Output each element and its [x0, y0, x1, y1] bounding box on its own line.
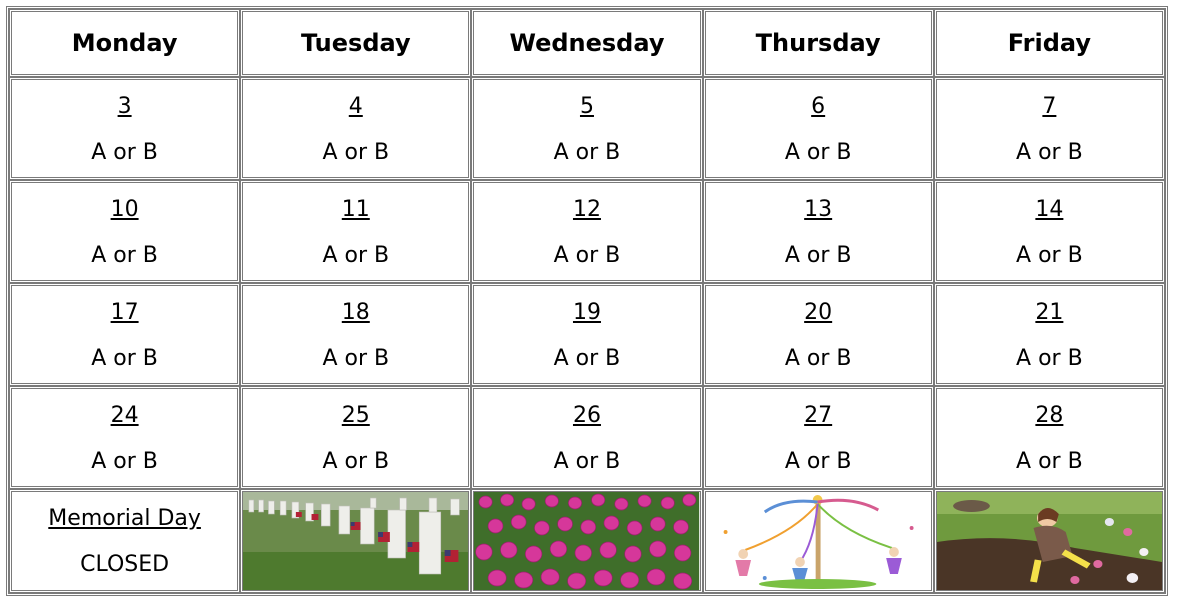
week-row [9, 386, 1165, 489]
day-schedule: A or B [553, 242, 621, 268]
cemetery-flags-image [240, 489, 471, 593]
day-link[interactable]: 13 [804, 196, 833, 222]
header-friday: Friday [934, 9, 1165, 77]
maypole-dancers-image [703, 489, 934, 593]
header-tuesday: Tuesday [240, 9, 471, 77]
day-schedule: A or B [322, 448, 390, 474]
day-link[interactable]: 6 [811, 93, 826, 119]
day-schedule: A or B [322, 139, 390, 165]
calendar-table [6, 6, 1168, 596]
day-cell [703, 77, 934, 180]
day-link[interactable]: 24 [110, 402, 139, 428]
day-cell [240, 77, 471, 180]
day-link[interactable]: 18 [341, 299, 370, 325]
day-link[interactable]: 11 [341, 196, 370, 222]
day-link[interactable]: 25 [341, 402, 370, 428]
week-row [9, 283, 1165, 386]
day-link[interactable]: 7 [1042, 93, 1057, 119]
header-thursday: Thursday [703, 9, 934, 77]
day-link[interactable]: 21 [1035, 299, 1064, 325]
day-cell [703, 283, 934, 386]
day-schedule: A or B [91, 139, 158, 165]
day-schedule: A or B [1016, 139, 1083, 165]
day-cell [471, 283, 702, 386]
tulips-image [471, 489, 702, 593]
day-cell [9, 180, 240, 283]
day-schedule: A or B [1016, 242, 1083, 268]
day-cell [934, 77, 1165, 180]
day-schedule: A or B [784, 448, 852, 474]
header-row [9, 9, 1165, 77]
day-cell [240, 283, 471, 386]
day-link[interactable]: 4 [348, 93, 363, 119]
day-schedule: A or B [91, 448, 158, 474]
day-cell [934, 283, 1165, 386]
day-link[interactable]: 10 [110, 196, 139, 222]
day-schedule: A or B [553, 139, 621, 165]
memorial-day-cell [9, 489, 240, 593]
day-link[interactable]: 17 [110, 299, 139, 325]
day-link[interactable]: 5 [579, 93, 594, 119]
day-schedule: A or B [784, 242, 852, 268]
closed-label: CLOSED [80, 552, 170, 577]
day-schedule: A or B [91, 345, 158, 371]
day-cell [240, 386, 471, 489]
day-schedule: A or B [553, 448, 621, 474]
day-schedule: A or B [1016, 448, 1083, 474]
day-link[interactable]: 28 [1035, 402, 1064, 428]
day-cell [9, 283, 240, 386]
day-cell [934, 386, 1165, 489]
day-cell [9, 386, 240, 489]
day-schedule: A or B [322, 345, 390, 371]
day-cell [471, 386, 702, 489]
day-cell [703, 180, 934, 283]
day-link[interactable]: 19 [572, 299, 601, 325]
day-link[interactable]: 20 [804, 299, 833, 325]
day-cell [240, 180, 471, 283]
day-cell [471, 77, 702, 180]
week-row [9, 77, 1165, 180]
day-cell [934, 180, 1165, 283]
day-link[interactable]: 14 [1035, 196, 1064, 222]
day-schedule: A or B [784, 345, 852, 371]
header-monday: Monday [9, 9, 240, 77]
header-wednesday: Wednesday [471, 9, 702, 77]
day-schedule: A or B [553, 345, 621, 371]
day-schedule: A or B [1016, 345, 1083, 371]
day-link[interactable]: 3 [117, 93, 132, 119]
week-row [9, 180, 1165, 283]
day-cell [471, 180, 702, 283]
day-schedule: A or B [784, 139, 852, 165]
gardening-woman-image [934, 489, 1165, 593]
day-schedule: A or B [91, 242, 158, 268]
day-link[interactable]: 27 [804, 402, 833, 428]
memorial-day-link[interactable]: Memorial Day [48, 506, 201, 531]
holiday-row [9, 489, 1165, 593]
day-schedule: A or B [322, 242, 390, 268]
day-link[interactable]: 12 [572, 196, 601, 222]
day-cell [9, 77, 240, 180]
day-cell [703, 386, 934, 489]
day-link[interactable]: 26 [572, 402, 601, 428]
